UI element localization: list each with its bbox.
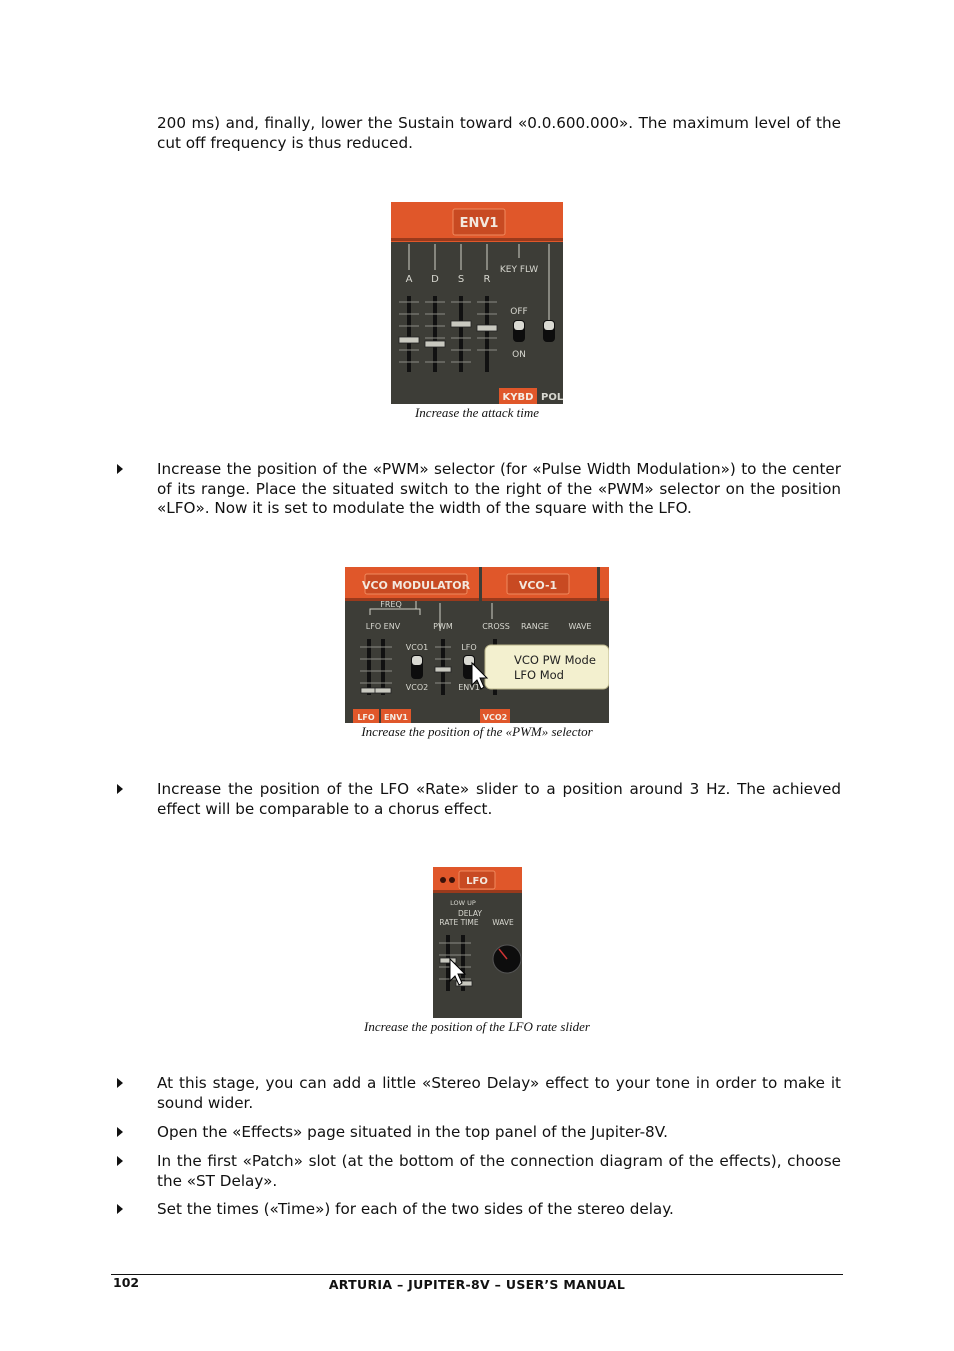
bullet-icon xyxy=(117,1078,123,1088)
vco-cross-label: CROSS xyxy=(482,622,510,631)
vco-pwm-knob[interactable] xyxy=(435,667,451,672)
tooltip-line-1: VCO PW Mode xyxy=(514,653,596,667)
bullet-icon xyxy=(117,784,123,794)
env1-release-knob[interactable] xyxy=(477,325,497,331)
vco-pwm-label: PWM xyxy=(433,622,453,631)
vco-lfo-label: LFO xyxy=(461,643,477,652)
page-number: 102 xyxy=(113,1275,140,1290)
vco-vco2-label: VCO2 xyxy=(405,683,429,692)
bullet-icon xyxy=(117,1127,123,1137)
env1-label-a: A xyxy=(405,274,413,285)
env1-key-follow-label: KEY FLW xyxy=(499,265,539,275)
vco-caption: Increase the position of the «PWM» selector xyxy=(361,724,593,739)
vco-vco2-tag: VCO2 xyxy=(482,713,508,722)
delay-paragraph-1: At this stage, you can add a little «Stereo Delay» effect to your tone in order to make it sound wider. xyxy=(157,1074,841,1112)
lfo-indicator-icon xyxy=(449,877,455,883)
bullet-icon xyxy=(117,1156,123,1166)
lfo-figure xyxy=(433,867,522,1018)
vco-env-freq-knob[interactable] xyxy=(375,688,391,693)
env1-attack-knob[interactable] xyxy=(399,337,419,343)
delay-paragraph-2: Open the «Effects» page situated in the top panel of the Jupiter-8V. xyxy=(157,1123,668,1141)
env1-title: ENV1 xyxy=(459,216,499,231)
vco-freq-label: FREQ xyxy=(380,600,402,609)
pwm-paragraph: Increase the position of the «PWM» selector (for «Pulse Width Modulation») to the center of its range. Place the situated switch to the right of the «PWM» selector on the position «LFO». Now it is set to modulate the width of the square with the LFO. xyxy=(157,460,841,517)
lfo-wave-label: WAVE xyxy=(492,918,514,927)
bullet-icon xyxy=(117,1204,123,1214)
vco-range-label: RANGE xyxy=(521,622,549,631)
vco-env1-tag: ENV1 xyxy=(384,713,408,722)
lfo-paragraph: Increase the position of the LFO «Rate» slider to a position around 3 Hz. The achieved effect will be comparable to a chorus effect. xyxy=(157,780,841,818)
env1-label-r: R xyxy=(483,274,491,285)
env1-off-label: OFF xyxy=(510,307,528,317)
vco1-title: VCO-1 xyxy=(518,579,558,592)
lfo-low-up-label: LOW UP xyxy=(450,899,476,907)
env1-sustain-knob[interactable] xyxy=(451,321,471,327)
lfo-title: LFO xyxy=(466,876,488,887)
vco-vco1-label: VCO1 xyxy=(405,643,429,652)
env1-caption: Increase the attack time xyxy=(414,405,540,420)
env1-kybd-tag: KYBD xyxy=(502,392,534,403)
delay-paragraph-4: Set the times («Time») for each of the two sides of the stereo delay. xyxy=(157,1200,674,1218)
env1-on-label: ON xyxy=(512,350,526,360)
tooltip-line-2: LFO Mod xyxy=(514,668,564,682)
bullet-icon xyxy=(117,464,123,474)
env1-figure xyxy=(391,202,563,404)
env1-pol-tag: POL xyxy=(541,392,563,403)
vco-pw-mode-tooltip xyxy=(485,645,609,689)
lfo-delay-label: DELAY xyxy=(458,909,482,918)
delay-paragraph-3: In the first «Patch» slot (at the bottom of the connection diagram of the effects), choose the «ST Delay». xyxy=(157,1152,841,1190)
lfo-indicator-icon xyxy=(440,877,446,883)
intro-paragraph: 200 ms) and, finally, lower the Sustain toward «0.0.600.000». The maximum level of the cut off frequency is thus reduced. xyxy=(157,114,841,152)
vco-modulator-figure xyxy=(345,567,609,723)
env1-decay-knob[interactable] xyxy=(425,341,445,347)
vco-lfo-tag: LFO xyxy=(357,713,375,722)
vco-env1-label: ENV1 xyxy=(458,683,480,692)
footer-rule xyxy=(111,1274,843,1275)
lfo-caption: Increase the position of the LFO rate slider xyxy=(364,1019,590,1034)
env1-label-d: D xyxy=(431,274,439,285)
env1-label-s: S xyxy=(457,274,465,285)
lfo-rate-time-label: RATE TIME xyxy=(439,918,479,927)
vco-lfo-env-label: LFO ENV xyxy=(365,622,401,631)
vco-wave-label: WAVE xyxy=(568,622,592,631)
footer-title: ARTURIA – JUPITER-8V – USER’S MANUAL xyxy=(328,1277,626,1292)
vco-modulator-title: VCO MODULATOR xyxy=(361,579,471,592)
